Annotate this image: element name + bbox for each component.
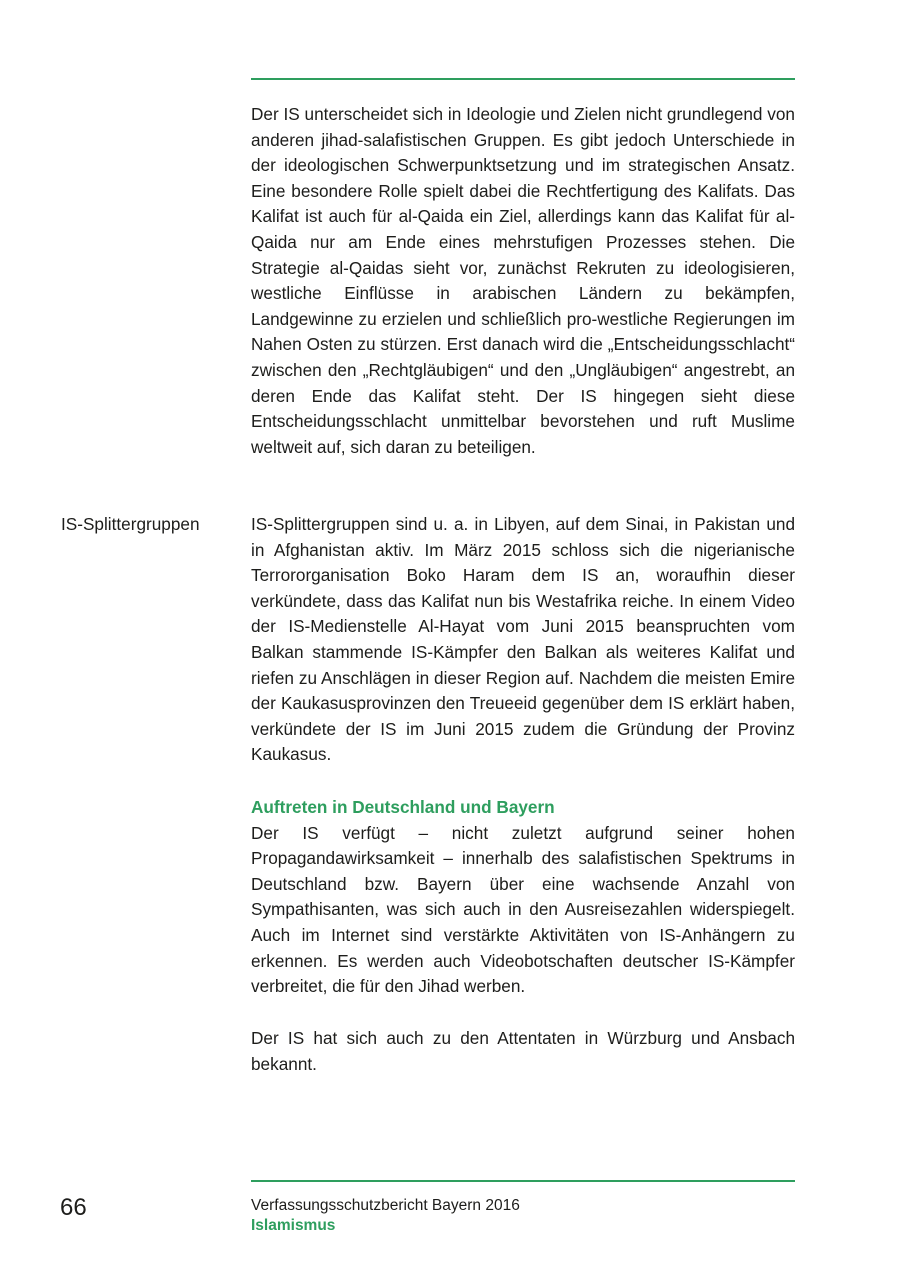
footer (251, 1196, 520, 1236)
paragraph-germany: Der IS verfügt – nicht zuletzt aufgrund seiner hohen Propagandawirksamkeit – innerhalb des salafistischen Spektrums in Deutschland bzw. Bayern über eine wachsende Anzahl von Sympathisanten, was sich auch in den Ausreisezahlen widerspiegelt. Auch im Internet sind verstärkte Aktivitäten von IS-Anhängern zu erkennen. Es werden auch Videobotschaften deutscher IS-Kämpfer verbreitet, die für den Jihad werben. (251, 822, 795, 997)
page-number: 66 (60, 1194, 87, 1221)
margin-note: IS-Splittergruppen (61, 514, 200, 534)
footer-rule (251, 1180, 795, 1182)
footer-publication: Verfassungsschutzbericht Bayern 2016 (251, 1197, 520, 1214)
footer-section: Islamismus (251, 1217, 336, 1234)
paragraph-ideology: Der IS unterscheidet sich in Ideologie und Zielen nicht grundlegend von anderen jihad-salafistischen Gruppen. Es gibt jedoch Unterschiede in der ideologischen Schwerpunktsetzung und im strategischen Ansatz. Eine besondere Rolle spielt dabei die Rechtfertigung des Kalifats. Das Kalifat ist auch für al-Qaida ein Ziel, allerdings kann das Kalifat für al-Qaida nur am Ende eines mehrstufigen Prozesses stehen. Die Strategie al-Qaidas sieht vor, zunächst Rekruten zu ideologisieren, westliche Einflüsse in arabischen Ländern zu bekämpfen, Landgewinne zu erzielen und schließlich pro-westliche Regierungen im Nahen Osten zu stürzen. Erst danach wird die „Entscheidungsschlacht“ zwischen den „Rechtgläubigen“ und den „Ungläubigen“ angestrebt, an deren Ende das Kalifat steht. Der IS hingegen sieht diese Entscheidungsschlacht unmittelbar bevorstehen und ruft Muslime weltweit auf, sich daran zu beteiligen. (251, 104, 795, 457)
section-germany-bavaria (251, 795, 795, 1000)
top-rule (251, 78, 795, 80)
paragraph-attacks: Der IS hat sich auch zu den Attentaten in Würzburg und Ansbach bekannt. (251, 1028, 795, 1074)
paragraph-splinter-groups: IS-Splittergruppen sind u. a. in Libyen, auf dem Sinai, in Pakistan und in Afghanistan aktiv. Im März 2015 schloss sich die nigerianische Terrororganisation Boko Haram dem IS an, woraufhin dieser verkündete, dass das Kalifat nun bis Westafrika reiche. In einem Video der IS-Medienstelle Al-Hayat vom Juni 2015 beanspruchten vom Balkan stammende IS-Kämpfer den Balkan als weiteres Kalifat und riefen zu Anschlägen in dieser Region auf. Nachdem die meisten Emire der Kaukasusprovinzen den Treueeid gegenüber dem IS erklärt haben, verkündete der IS im Juni 2015 zudem die Gründung der Provinz Kaukasus. (251, 514, 795, 765)
section-heading: Auftreten in Deutschland und Bayern (251, 797, 555, 817)
